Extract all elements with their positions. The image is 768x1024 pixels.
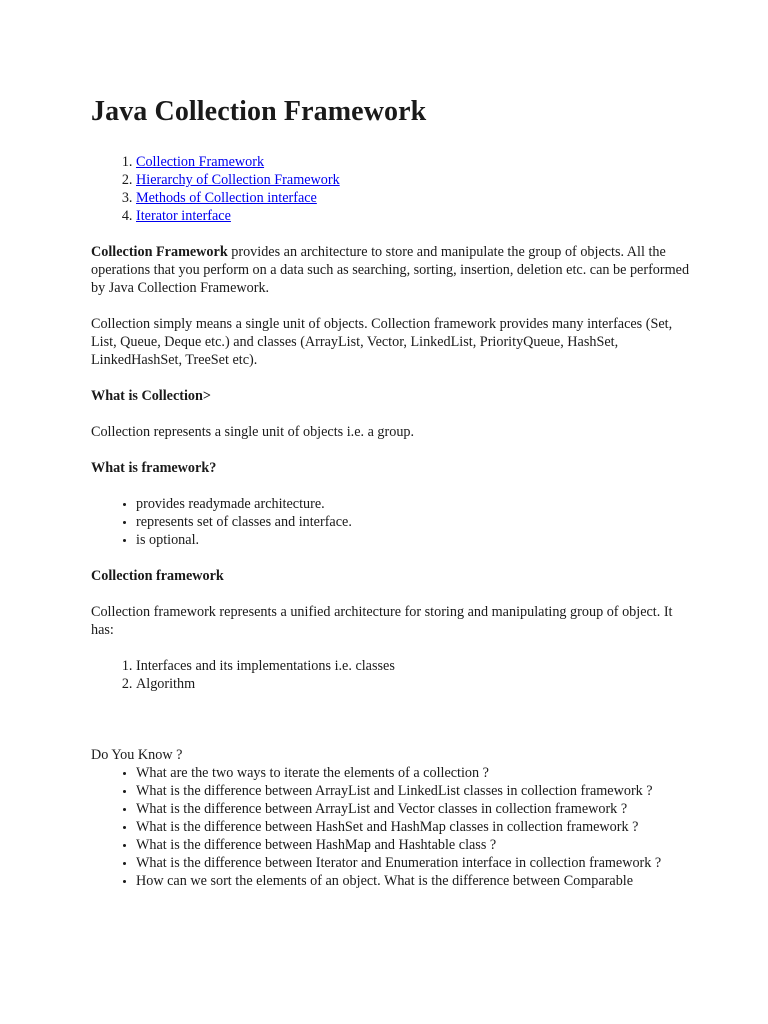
list-item: • What is the difference between HashSet and HashMap classes in collection framework ?: [136, 818, 691, 836]
what-is-collection-heading: What is Collection>: [91, 388, 212, 404]
toc-link-methods[interactable]: Methods of Collection interface: [136, 190, 317, 206]
toc-link-collection-framework[interactable]: Collection Framework: [136, 154, 265, 170]
intro-text: provides an architecture to store and manipulate the group of objects. All the operations that you perform on a data such as searching, sorting, insertion, deletion etc. can be performed by Java Collection Framework.: [91, 244, 690, 296]
toc-item[interactable]: [136, 207, 691, 225]
toc-link-iterator[interactable]: Iterator interface: [136, 208, 231, 224]
list-item: • What are the two ways to iterate the elements of a collection ?: [136, 764, 691, 782]
toc-item[interactable]: [136, 171, 691, 189]
list-item: 1. Interfaces and its implementations i.e. classes: [136, 657, 691, 675]
collection-framework-list: [91, 657, 691, 693]
list-item: • How can we sort the elements of an object. What is the difference between Comparable: [136, 872, 691, 890]
list-item: • is optional.: [136, 531, 691, 549]
list-item: • provides readymade architecture.: [136, 495, 691, 513]
what-is-collection-answer: Collection represents a single unit of objects i.e. a group.: [91, 424, 415, 440]
collection-framework-heading: Collection framework: [91, 568, 224, 584]
table-of-contents: [91, 153, 691, 225]
do-you-know-list: [91, 764, 691, 890]
toc-item[interactable]: [136, 153, 691, 171]
toc-item[interactable]: [136, 189, 691, 207]
list-item: • What is the difference between HashMap and Hashtable class ?: [136, 836, 691, 854]
list-item: • What is the difference between Iterator and Enumeration interface in collection framework ?: [136, 854, 691, 872]
spacer: [91, 693, 691, 746]
collection-framework-text: Collection framework represents a unified architecture for storing and manipulating group of object. It has:: [91, 604, 673, 638]
what-is-framework-heading: What is framework?: [91, 460, 217, 476]
collection-definition-paragraph: Collection simply means a single unit of objects. Collection framework provides many interfaces (Set, List, Queue, Deque etc.) and classes (ArrayList, Vector, LinkedList, PriorityQueue, HashSet, LinkedHashSet, TreeSet etc).: [91, 316, 673, 368]
list-item: • What is the difference between ArrayList and LinkedList classes in collection framework ?: [136, 782, 691, 800]
do-you-know-title: Do You Know ?: [91, 747, 183, 763]
intro-bold-term: Collection Framework: [91, 244, 228, 260]
intro-paragraph: [91, 243, 691, 297]
list-item: • What is the difference between ArrayList and Vector classes in collection framework ?: [136, 800, 691, 818]
framework-bullet-list: [91, 495, 691, 549]
document-page: [91, 94, 691, 890]
toc-link-hierarchy[interactable]: Hierarchy of Collection Framework: [136, 172, 340, 188]
list-item: 2. Algorithm: [136, 675, 691, 693]
page-title: Java Collection Framework: [91, 96, 427, 127]
list-item: • represents set of classes and interface.: [136, 513, 691, 531]
